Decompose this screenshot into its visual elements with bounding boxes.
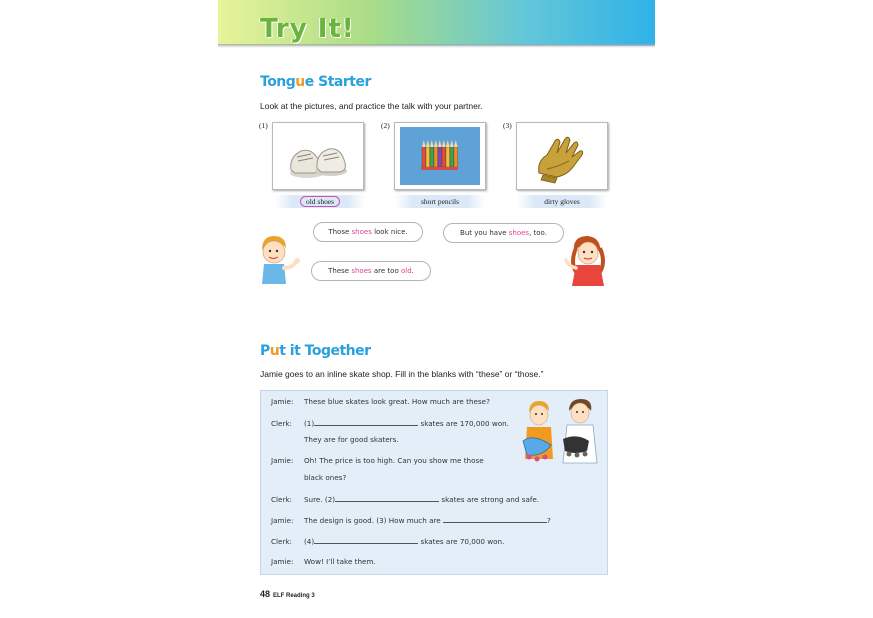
dialogue-line xyxy=(271,397,490,406)
line-text: (4) xyxy=(304,537,315,546)
title-part: P xyxy=(260,343,270,359)
blank-1[interactable] xyxy=(314,418,418,426)
line-text: Sure. (2) xyxy=(304,495,336,504)
put-it-together-instruction: Jamie goes to an inline skate shop. Fill in the blanks with “these” or “those.” xyxy=(260,369,544,379)
line-text: black ones? xyxy=(304,473,347,482)
bubble-text: Those xyxy=(328,228,352,236)
dialogue-line xyxy=(271,557,376,566)
title-part: t it Together xyxy=(279,343,371,359)
page-title: Try It! xyxy=(260,14,355,44)
dialogue-line xyxy=(271,494,539,504)
girl-illustration xyxy=(562,232,608,288)
bubble-highlight: shoes xyxy=(508,229,530,237)
blank-2[interactable] xyxy=(335,494,439,502)
title-part-accent: u xyxy=(269,343,280,359)
bubble-text: , too. xyxy=(529,229,547,237)
speaker: Clerk: xyxy=(271,419,292,428)
picture-dirty-gloves xyxy=(516,122,608,190)
line-text: The design is good. (3) How much are xyxy=(304,516,443,525)
speaker: Jamie: xyxy=(271,516,294,525)
line-text: These blue skates look great. How much are these? xyxy=(304,397,490,406)
bubble-highlight: shoes xyxy=(351,228,372,236)
skate-shop-illustration xyxy=(517,397,603,473)
picture-old-shoes xyxy=(272,122,364,190)
line-text: (1) xyxy=(304,419,315,428)
banner-shadow xyxy=(218,44,655,48)
line-text: Oh! The price is too high. Can you show me those xyxy=(304,456,484,465)
dialogue-box xyxy=(260,390,608,575)
title-part: e Starter xyxy=(304,74,371,90)
put-it-together-title xyxy=(260,343,371,359)
tongue-starter-instruction: Look at the pictures, and practice the talk with your partner. xyxy=(260,101,483,111)
caption-dirty-gloves: dirty gloves xyxy=(517,195,607,208)
speaker: Jamie: xyxy=(271,557,294,566)
dialogue-line xyxy=(271,515,551,525)
dialogue-line xyxy=(271,473,346,482)
speech-bubble-2 xyxy=(443,223,564,243)
caption-old-shoes xyxy=(275,195,365,208)
book-title: ELF Reading 3 xyxy=(273,593,315,599)
bubble-highlight: shoes xyxy=(351,267,372,275)
title-part-accent: u xyxy=(295,74,305,90)
line-text: skates are strong and safe. xyxy=(439,495,540,504)
page-footer xyxy=(260,589,315,599)
page-number: 48 xyxy=(260,589,271,599)
line-text: They are for good skaters. xyxy=(304,435,399,444)
bubble-text: These xyxy=(328,267,352,275)
picture-short-pencils xyxy=(394,122,486,190)
picture-number: (2) xyxy=(381,121,390,130)
bubble-text: But you have xyxy=(460,229,509,237)
tongue-starter-title xyxy=(260,74,371,90)
pencils-image xyxy=(395,123,485,189)
speech-bubble-3 xyxy=(311,261,431,281)
dialogue-line xyxy=(271,456,484,465)
picture-number: (1) xyxy=(259,121,268,130)
dialogue-line xyxy=(271,435,399,444)
gloves-image xyxy=(517,123,607,189)
caption-short-pencils: short pencils xyxy=(395,195,485,208)
speaker: Clerk: xyxy=(271,537,292,546)
blank-3[interactable] xyxy=(443,515,547,523)
line-text: Wow! I’ll take them. xyxy=(304,557,376,566)
line-text: skates are 70,000 won. xyxy=(418,537,505,546)
speaker: Clerk: xyxy=(271,495,292,504)
shoes-image xyxy=(273,123,363,189)
speaker: Jamie: xyxy=(271,456,294,465)
bubble-highlight: old xyxy=(400,267,412,275)
boy-illustration xyxy=(256,232,306,288)
picture-number: (3) xyxy=(503,121,512,130)
line-text: skates are 170,000 won. xyxy=(418,419,509,428)
dialogue-line xyxy=(271,418,509,428)
blank-4[interactable] xyxy=(314,536,418,544)
bubble-text: look nice. xyxy=(371,228,408,236)
bubble-text: are too xyxy=(371,267,401,275)
speech-bubble-1 xyxy=(313,222,423,242)
dialogue-line xyxy=(271,536,504,546)
line-text: ? xyxy=(546,516,551,525)
speaker: Jamie: xyxy=(271,397,294,406)
bubble-text: . xyxy=(411,267,414,275)
title-part: Tong xyxy=(260,74,296,90)
caption-text: old shoes xyxy=(300,196,340,207)
